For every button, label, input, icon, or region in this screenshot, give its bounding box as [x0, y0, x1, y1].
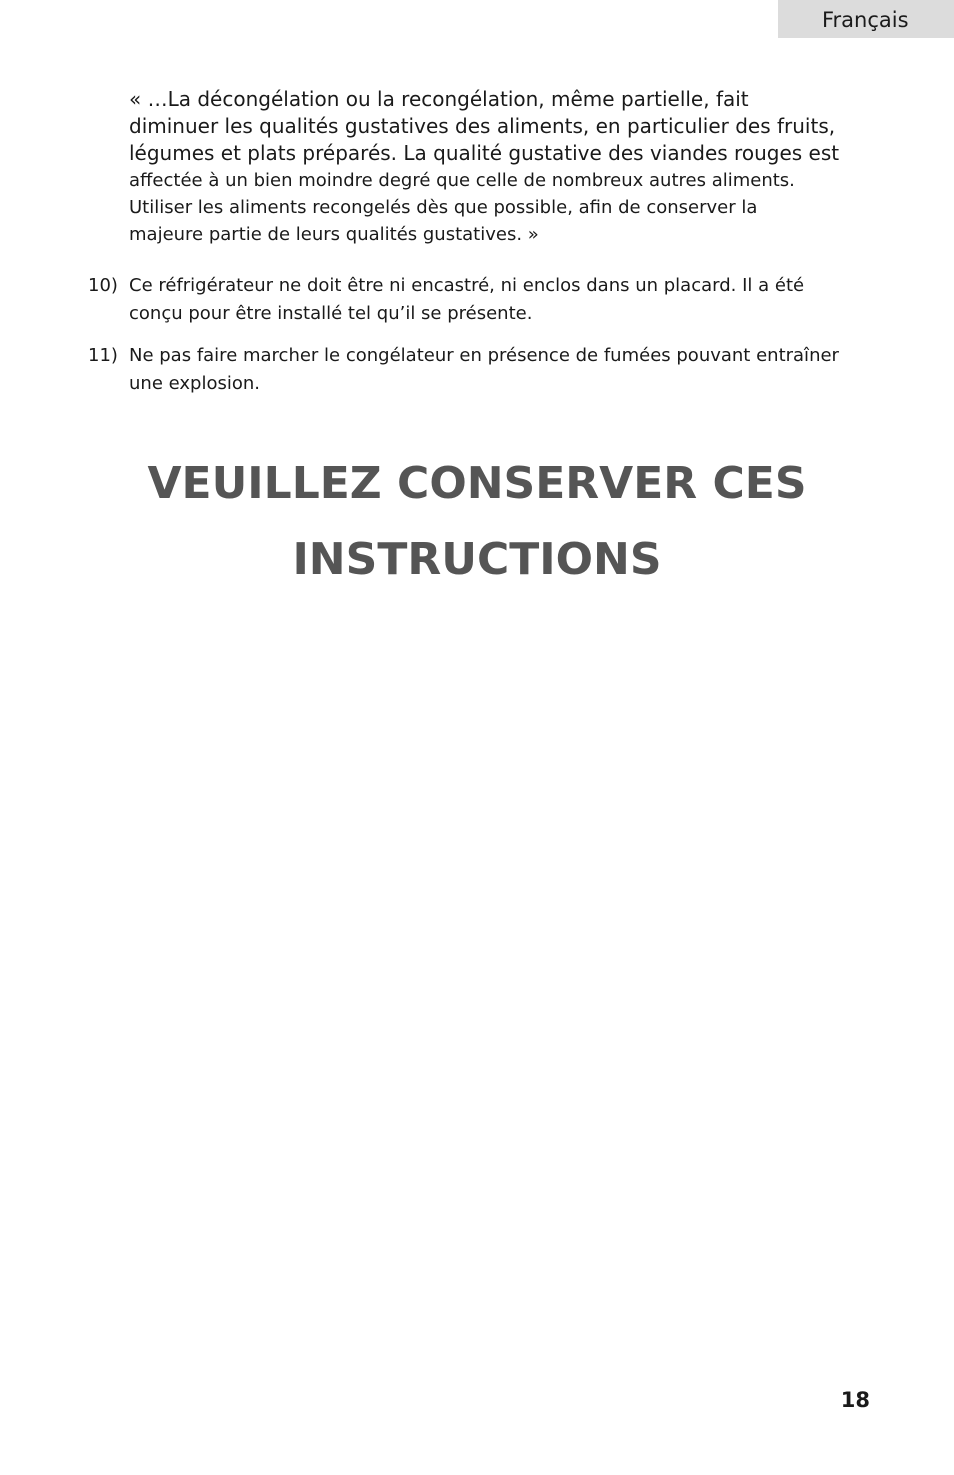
heading-line: INSTRUCTIONS: [292, 534, 662, 585]
list-item-number: 10): [88, 275, 118, 296]
quote-line: Utiliser les aliments recongelés dès que possible, afin de conserver la: [129, 197, 758, 218]
list-item-text: Ce réfrigérateur ne doit être ni encastré, ni enclos dans un placard. Il a été conçu pour être installé tel qu’il se présente.: [129, 275, 805, 324]
heading-line: VEUILLEZ CONSERVER CES: [147, 458, 807, 509]
list-item: [88, 272, 858, 328]
list-item-text: Ne pas faire marcher le congélateur en présence de fumées pouvant entraîner une explosion.: [129, 345, 839, 394]
list-item-number: 11): [88, 345, 118, 366]
quote-line: légumes et plats préparés. La qualité gustative des viandes rouges est: [129, 141, 840, 165]
quote-line: affectée à un bien moindre degré que celle de nombreux autres aliments.: [129, 170, 795, 191]
page-number: 18: [840, 1388, 870, 1412]
page-heading: [0, 446, 954, 598]
quote-block: [129, 86, 858, 248]
quote-line: diminuer les qualités gustatives des aliments, en particulier des fruits,: [129, 114, 836, 138]
language-tab: Français: [778, 0, 954, 38]
quote-line: majeure partie de leurs qualités gustatives. »: [129, 224, 539, 245]
quote-line: « …La décongélation ou la recongélation, même partielle, fait: [129, 87, 749, 111]
document-body: [88, 86, 858, 412]
list-item: [88, 342, 858, 398]
